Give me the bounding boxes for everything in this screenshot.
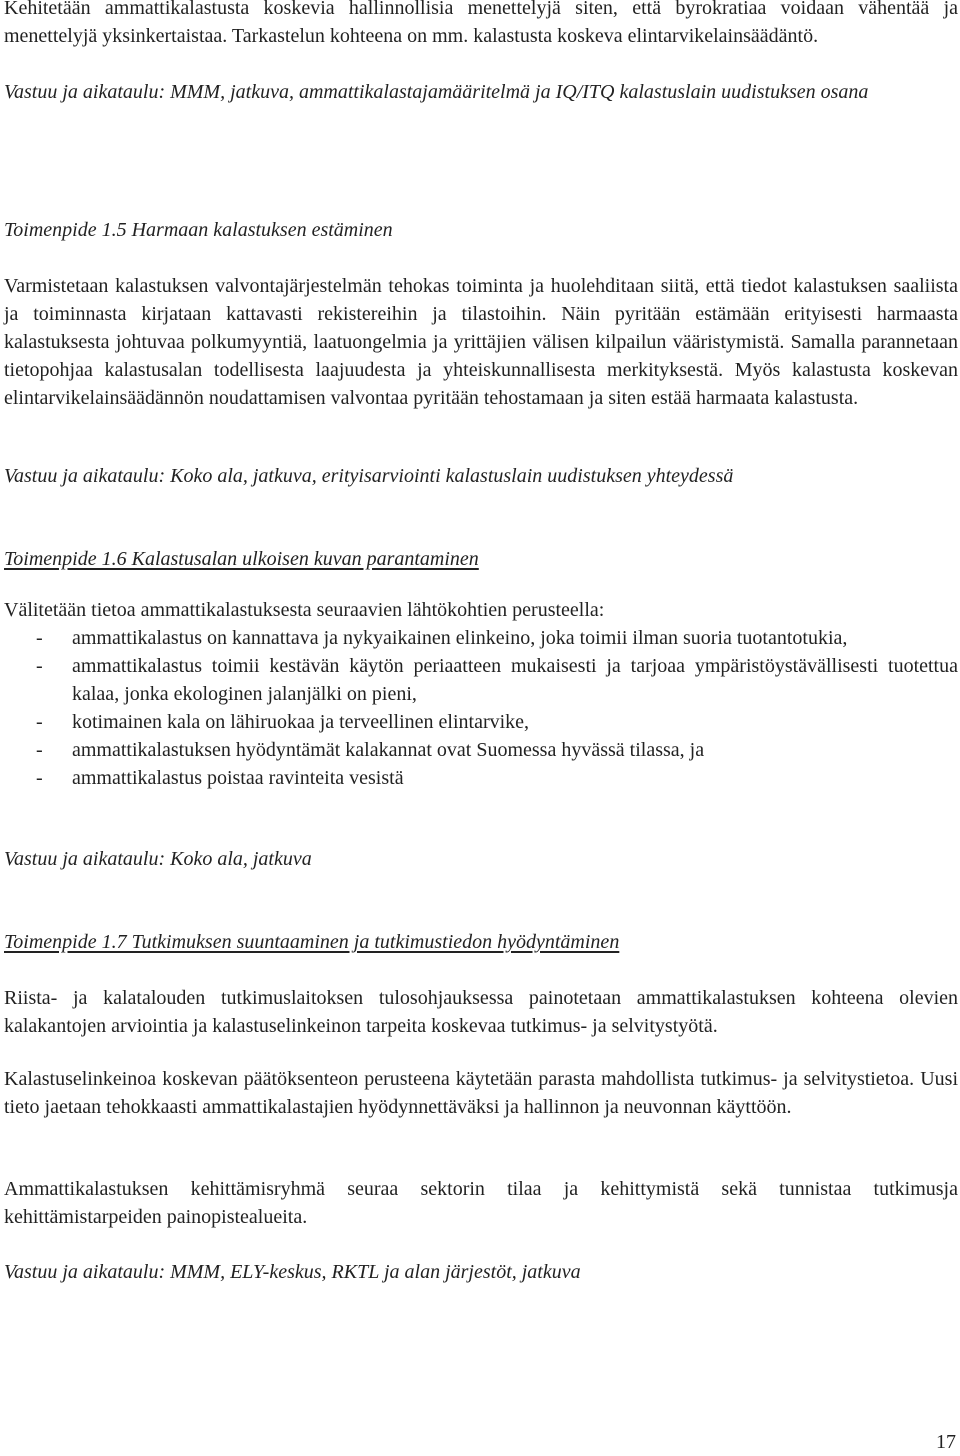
- measure-1-5-title: Toimenpide 1.5 Harmaan kalastuksen estäminen: [4, 219, 393, 241]
- measure-1-7-responsibility: Vastuu ja aikataulu: MMM, ELY-keskus, RKTL ja alan järjestöt, jatkuva: [4, 1261, 581, 1283]
- list-item: - kotimainen kala on lähiruokaa ja terveellinen elintarvike,: [36, 711, 530, 733]
- measure-1-6-bullet-list: [4, 624, 958, 792]
- list-item: - ammattikalastuksen hyödyntämät kalakannat ovat Suomessa hyvässä tilassa, ja: [36, 739, 705, 761]
- list-item: - ammattikalastus on kannattava ja nykyaikainen elinkeino, joka toimii ilman suoria tuotantotukia,: [36, 627, 848, 649]
- intro-paragraph: Kehitetään ammattikalastusta koskevia hallinnollisia menettelyjä siten, että byrokratiaa voidaan vähentää ja menettelyjä yksinkertaistaa. Tarkastelun kohteena on mm. kalastusta koskeva elintarvikelainsäädäntö.: [4, 0, 958, 47]
- list-item: - ammattikalastus poistaa ravinteita vesistä: [36, 767, 404, 789]
- measure-1-6-responsibility: Vastuu ja aikataulu: Koko ala, jatkuva: [4, 848, 312, 870]
- measure-1-6-intro: Välitetään tietoa ammattikalastuksesta seuraavien lähtökohtien perusteella:: [4, 599, 605, 621]
- measure-1-7-paragraph-2: Kalastuselinkeinoa koskevan päätöksenteon perusteena käytetään parasta mahdollista tutkimus- ja selvitystietoa. Uusi tieto jaetaan tehokkaasti ammattikalastajien hyödynnettäväksi ja hallinnon ja neuvonnan käyttöön.: [4, 1068, 958, 1118]
- measure-1-7-paragraph-3: Ammattikalastuksen kehittämisryhmä seuraa sektorin tilaa ja kehittymistä sekä tunnistaa tutkimusja kehittämistarpeiden painopistealueita.: [4, 1178, 958, 1228]
- list-item: - ammattikalastus toimii kestävän käytön periaatteen mukaisesti ja tarjoaa ympäristöystävällisesti tuotettua kalaa, jonka ekologinen jalanjälki on pieni,: [36, 655, 958, 705]
- page-number: 17: [936, 1431, 956, 1453]
- measure-1-5-responsibility: Vastuu ja aikataulu: Koko ala, jatkuva, erityisarviointi kalastuslain uudistuksen yhteydessä: [4, 465, 734, 487]
- measure-1-7-title: Toimenpide 1.7 Tutkimuksen suuntaaminen ja tutkimustiedon hyödyntäminen: [4, 931, 620, 953]
- measure-1-7-paragraph-1: Riista- ja kalatalouden tutkimuslaitoksen tulosohjauksessa painotetaan ammattikalastuksen kohteena olevien kalakantojen arviointia ja kalastuselinkeinon tarpeita koskevaa tutkimus- ja selvitystyötä.: [4, 987, 958, 1037]
- measure-1-5-paragraph: Varmistetaan kalastuksen valvontajärjestelmän tehokas toiminta ja huolehditaan siitä, että tiedot kalastuksen saaliista ja toiminnasta kirjataan kattavasti rekistereihin ja tilastoihin. Näin pyritään estämään erityisesti harmaasta kalastuksesta johtuvaa polkumyyntiä, laatuongelmia ja yrittäjien välisen kilpailun vääristymistä. Samalla parannetaan tietopohjaa kalastusalan todellisesta laajuudesta ja yhteiskunnallisesta merkityksestä. Myös kalastusta koskevan elintarvikelainsäädännön noudattamisen valvontaa pyritään tehostamaan ja siten estää harmaata kalastusta.: [4, 275, 958, 409]
- intro-responsibility: Vastuu ja aikataulu: MMM, jatkuva, ammattikalastajamääritelmä ja IQ/ITQ kalastuslain uudistuksen osana: [4, 81, 869, 103]
- measure-1-6-title: Toimenpide 1.6 Kalastusalan ulkoisen kuvan parantaminen: [4, 548, 479, 570]
